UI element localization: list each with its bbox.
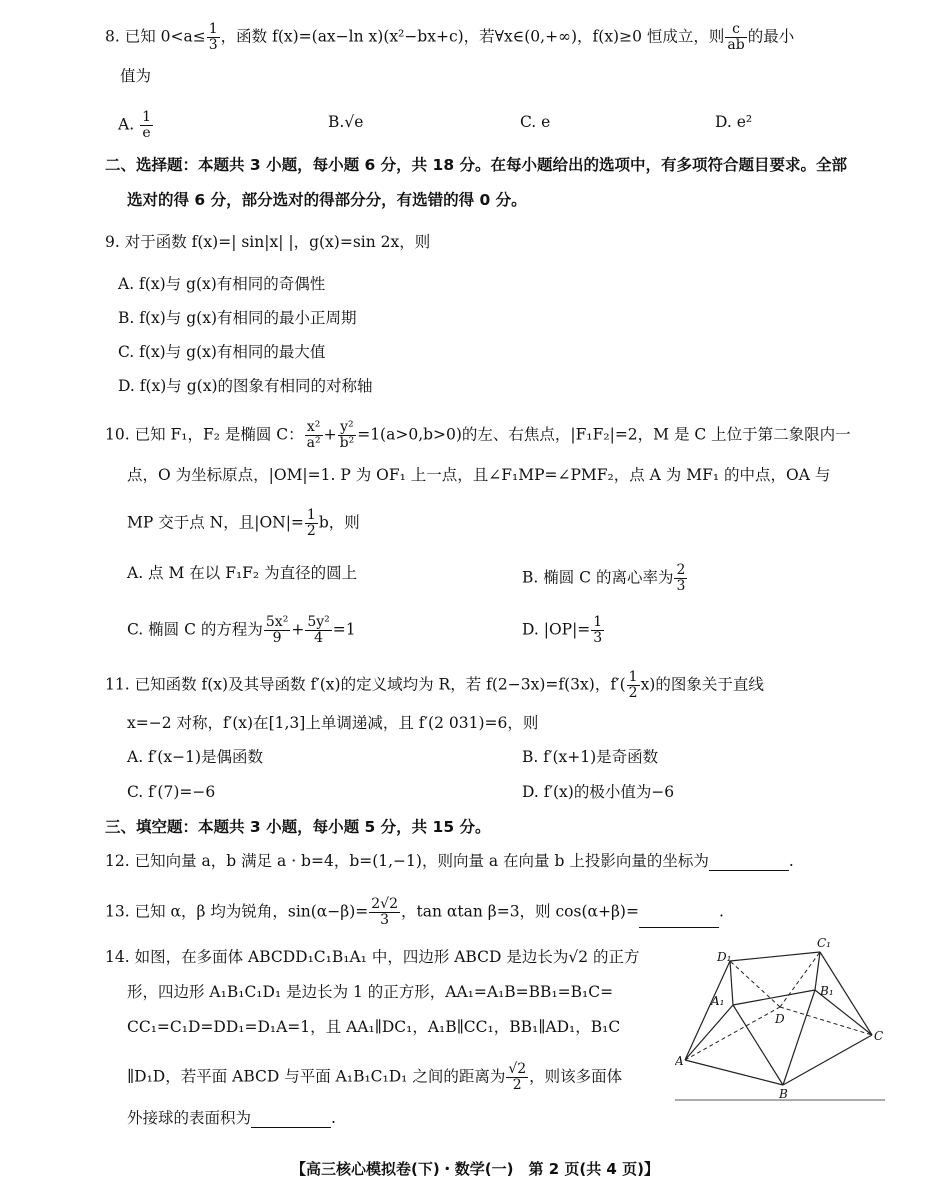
- q14-line1: 14. 如图，在多面体 ABCDD₁C₁B₁A₁ 中，四边形 ABCD 是边长为√2 的正方: [105, 948, 640, 966]
- edge-a-a1: [685, 1005, 733, 1060]
- edge-a-d1: [685, 961, 730, 1060]
- q8-frac: $\frac{1}{3}$: [208, 21, 218, 53]
- hidden-edge-d-c: [780, 1007, 872, 1035]
- label-d1: D₁: [717, 950, 732, 964]
- q13-answer-blank[interactable]: [639, 911, 719, 928]
- q14-line3: CC₁=C₁D=DD₁=D₁A=1，且 AA₁∥DC₁，A₁B∥CC₁，BB₁∥AD₁，B₁C: [127, 1018, 621, 1036]
- q8-option-d: D. e²: [715, 113, 753, 131]
- q8-line1: 8. 已知 0<a≤ $\frac{1}{3}$ ，函数 f(x)=(ax−ln x)(x²−bx+c)，若∀x∈(0,+∞)，f(x)≥0 恒成立，则 $\frac{c}{ab}$ 的最小: [105, 21, 795, 53]
- q8-option-b: B.√e: [328, 113, 364, 131]
- edge-b1-a1: [733, 990, 815, 1005]
- edge-a1-d1: [730, 961, 733, 1005]
- label-d: D: [775, 1012, 785, 1026]
- q10-option-a: A. 点 M 在以 F₁F₂ 为直径的圆上: [127, 564, 358, 582]
- q10-line1: 10. 已知 F₁，F₂ 是椭圆 C： $\frac{\text{x²}}{\text{a²}}$ + $\frac{\text{y²}}{\text{b²}}$ =1(a>0,b>0)的左、右焦点，|F₁F₂|=2，M 是 C 上位于第二象限内一: [105, 419, 851, 451]
- q11-line2: x=−2 对称，f′(x)在[1,3]上单调递减，且 f′(2 031)=6，则: [127, 714, 539, 732]
- hidden-edge-d-c1: [780, 952, 820, 1007]
- q11-line1: 11. 已知函数 f(x)及其导函数 f′(x)的定义域均为 R，若 f(2−3x)=f(3x)，f′( $\frac{1}{2}$ x)的图象关于直线: [105, 669, 764, 701]
- q14-line5: 外接球的表面积为 .: [127, 1109, 336, 1127]
- page-footer: 【高三核心模拟卷(下)・数学(一) 第 2 页(共 4 页)】: [291, 1160, 659, 1178]
- q10-option-b: B. 椭圆 C 的离心率为 $\frac{2}{3}$: [522, 562, 686, 594]
- q10-option-c: C. 椭圆 C 的方程为 $\frac{\text{5x²}}{9}$ + $\frac{\text{5y²}}{4}$ =1: [127, 614, 356, 646]
- hidden-edge-a-d: [685, 1007, 780, 1060]
- q13: 13. 已知 α，β 均为锐角，sin(α−β)= $\frac{2√2}{3}$ ，tan αtan β=3，则 cos(α+β)= .: [105, 896, 724, 928]
- label-b: B: [779, 1087, 788, 1101]
- edge-a-b: [685, 1060, 783, 1085]
- q8-option-c: C. e: [520, 113, 551, 131]
- q8-frac2: $\frac{c}{ab}$: [727, 21, 745, 53]
- q10-line2: 点，O 为坐标原点，|OM|=1. P 为 OF₁ 上一点，且∠F₁MP=∠PMF₂，点 A 为 MF₁ 的中点，OA 与: [127, 466, 831, 484]
- q14-answer-blank[interactable]: [251, 1111, 331, 1128]
- edge-b-b1: [783, 990, 815, 1085]
- label-a1: A₁: [711, 994, 725, 1008]
- section2-heading-cont: 选对的得 6 分，部分选对的得部分分，有选错的得 0 分。: [127, 191, 527, 209]
- edge-d1-c1: [730, 952, 820, 961]
- edge-b-c: [783, 1035, 872, 1085]
- q14-line4: ∥D₁D，若平面 ABCD 与平面 A₁B₁C₁D₁ 之间的距离为 $\frac{√2}{2}$ ，则该多面体: [127, 1061, 623, 1093]
- section2-heading: 二、选择题：本题共 3 小题，每小题 6 分，共 18 分。在每小题给出的选项中，有多项符合题目要求。全部: [105, 156, 848, 174]
- q12: 12. 已知向量 a，b 满足 a · b=4，b=(1,−1)，则向量 a 在向量 b 上投影向量的坐标为 .: [105, 852, 794, 870]
- q8-option-a: A. $\frac{1}{e}$: [118, 109, 151, 141]
- q11-option-a: A. f′(x−1)是偶函数: [127, 748, 263, 766]
- q9-option-d: D. f(x)与 g(x)的图象有相同的对称轴: [118, 377, 373, 395]
- label-a: A: [675, 1054, 684, 1068]
- q11-option-b: B. f′(x+1)是奇函数: [522, 748, 659, 766]
- q10-line3: MP 交于点 N，且|ON|= $\frac{1}{2}$ b，则: [127, 507, 360, 539]
- label-c1: C₁: [817, 936, 831, 950]
- q9-option-c: C. f(x)与 g(x)有相同的最大值: [118, 343, 326, 361]
- q9-option-b: B. f(x)与 g(x)有相同的最小正周期: [118, 309, 357, 327]
- section3-heading: 三、填空题：本题共 3 小题，每小题 5 分，共 15 分。: [105, 818, 491, 836]
- q14-line2: 形，四边形 A₁B₁C₁D₁ 是边长为 1 的正方形，AA₁=A₁B=BB₁=B₁C=: [127, 983, 614, 1001]
- hidden-edge-d-d1: [730, 961, 780, 1007]
- q9-stem: 9. 对于函数 f(x)=| sin|x| |，g(x)=sin 2x，则: [105, 233, 431, 251]
- q8-line2: 值为: [120, 67, 152, 85]
- q9-option-a: A. f(x)与 g(x)有相同的奇偶性: [118, 275, 326, 293]
- q11-option-d: D. f′(x)的极小值为−6: [522, 783, 675, 801]
- label-c: C: [874, 1029, 884, 1043]
- label-b1: B₁: [820, 984, 834, 998]
- q12-answer-blank[interactable]: [709, 854, 789, 871]
- polyhedron-figure: [675, 935, 890, 1105]
- q10-option-d: D. |OP|= $\frac{1}{3}$: [522, 614, 603, 646]
- q11-option-c: C. f′(7)=−6: [127, 783, 216, 801]
